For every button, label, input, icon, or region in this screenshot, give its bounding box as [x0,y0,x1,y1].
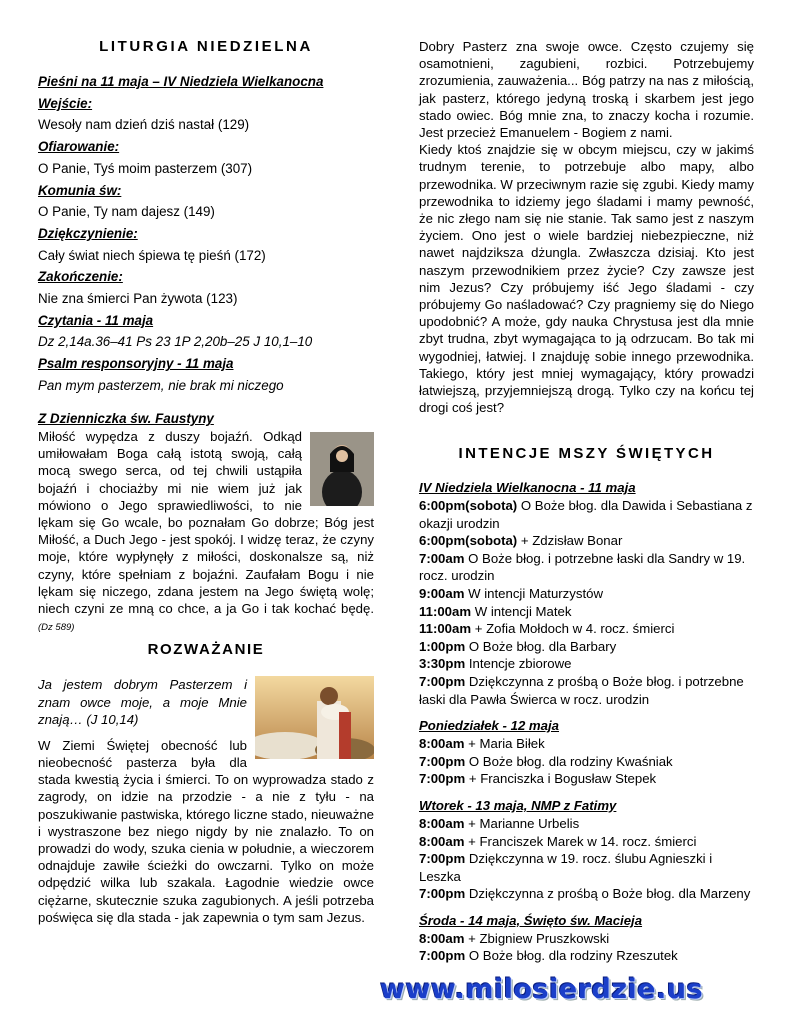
mass-item: 6:00pm(sobota) + Zdzisław Bonar [419,533,623,549]
readings-text: Dz 2,14a.36–41 Ps 23 1P 2,20b–25 J 10,1–10 [38,334,313,350]
rozwazanie-paragraph-3: Kiedy ktoś znajdzie się w obcym miejscu, czy w jakimś trudnym terenie, to potrzebuje albo mapy, albo przewodnika. W przeciwnym razie się zgubi. Kiedy mamy przewodnika to idziemy jego śladami i mamy pewność, że nic złego nam się nie stanie. Tak samo jest z naszym życiem. Ono jest o wiele bardziej niebezpieczne, niż nawet najdziksza dżungla. Zwłaszcza dzisiaj. Kto jest naszym przewodnikiem przez życie? Czy zawsze jest nim Jezus? Czy próbujemy iść Jego śladami - czy próbujemy Go naśladować? Czy pragniemy się do Niego upodobnić? A może, gdy nauka Chrystusa jest dla mnie zbyt trudna, zbyt wymagająca to ją odrzucam. Bo tak mi wygodniej, łatwiej. I znajduję sobie innego przewodnika. Takiego, który jest mniej wymagający, który prowadzi łatwiejszą, przyjemniejszą drogą. Tylko czy na końcu tej drogi coś jest? [419,142,754,416]
mass-item: 7:00pm + Franciszka i Bogusław Stepek [419,771,657,787]
rozwazanie-title: ROZWAŻANIE [147,641,265,658]
day-label: Wtorek - 13 maja, NMP z Fatimy [419,797,617,813]
rozwazanie-paragraph-2: Dobry Pasterz zna swoje owce. Często czujemy się osamotnieni, zagubieni, rozbici. Potrzebujemy zrozumienia, zauważenia... Bóg patrzy na nas z miłością, jak pasterz, którego jedyną troską i skarbem jest jego stado owiec. Bóg mnie zna, to znaczy kocha i rozumie. Jest przecież Emanuelem - Bogiem z nami. [419,39,754,141]
rozwazanie-block [38,676,374,926]
intencje-title: INTENCJE MSZY ŚWIĘTYCH [458,445,715,462]
mass-item: 7:00pm O Boże błog. dla rodziny Kwaśniak [419,753,673,769]
section-label: Ofiarowanie: [38,139,120,155]
mass-item: 9:00am W intencji Maturzystów [419,585,603,601]
psalm-text: Pan mym pasterzem, nie brak mi niczego [38,377,284,393]
mass-item: 8:00am + Marianne Urbelis [419,815,580,831]
intencje-list [419,478,754,965]
section-label: Zakończenie: [38,269,123,285]
rozwazanie-paragraph-1: W Ziemi Świętej obecność lub nieobecność pasterza była dla stada kwestią życia i śmierci. To on wyprowadza stado z zagrody, on idzie na przodzie - a nie z tyłu - na poszukiwanie pastwiska, którego liczne stado, nieuważne i wystraszone bez niego nigdy by nie znalazło. To on prowadzi do wody, szuka cienia w południe, a wieczorem odnajduje zawiłe ścieżki do owczarni. Tylko on może odpędzić wilka lub szakala. Łagodnie wiedzie owce ciężarne, skutecznie szuka zagubionych. A jeśli potrzeba poświęca się dla stada - jak zapewnia o tym sam Jezus. [38,737,374,925]
section-label: Dziękczynienie: [38,225,138,241]
section-text: Nie zna śmierci Pan żywota (123) [38,291,238,307]
section-text: O Panie, Tyś moim pasterzem (307) [38,160,253,176]
day-label: Poniedziałek - 12 maja [419,718,559,734]
mass-item: 7:00pm Dziękczynna z prośbą o Boże błog. dla Marzeny [419,886,751,902]
mass-item: 7:00pm O Boże błog. dla rodziny Rzeszutek [419,948,678,964]
section-text: Cały świat niech śpiewa tę pieśń (172) [38,247,266,263]
faustyna-ref: (Dz 589) [38,622,75,634]
section-label: Wejście: [38,95,93,111]
songs-header: Pieśni na 11 maja – IV Niedziela Wielkanocna [38,74,324,89]
faustyna-title: Z Dzienniczka św. Faustyny [38,411,214,426]
section-text: Wesoły nam dzień dziś nastał (129) [38,117,250,133]
faustyna-portrait [310,432,374,506]
rozwazanie-quote: Ja jestem dobrym Pasterzem i znam owce moje, a moje Mnie znają… (J 10,14) [38,677,247,728]
faustyna-figure-icon [310,432,374,506]
mass-item: 6:00pm(sobota) O Boże błog. dla Dawida i Sebastiana z okazji urodzin [419,498,753,531]
readings-label: Czytania - 11 maja [38,312,154,328]
shepherd-icon [255,676,374,759]
mass-item: 1:00pm O Boże błog. dla Barbary [419,638,617,654]
mass-item: 3:30pm Intencje zbiorowe [419,656,572,672]
mass-item: 8:00am + Zbigniew Pruszkowski [419,930,610,946]
liturgia-title: LITURGIA NIEDZIELNA [99,38,313,55]
mass-item: 11:00am W intencji Matek [419,603,572,619]
faustyna-block [38,410,374,636]
day-label: Środa - 14 maja, Święto św. Macieja [419,912,643,928]
mass-item: 7:00pm Dziękczynna z prośbą o Boże błog. i potrzebne łaski dla Pawła Świerca w rocz. urodzin [419,673,744,707]
rozwazanie-continued [419,38,754,416]
section-label: Komunia św: [38,182,122,198]
day-label: IV Niedziela Wielkanocna - 11 maja [419,480,636,495]
mass-item: 11:00am + Zofia Mołdoch w 4. rocz. śmierci [419,621,675,637]
mass-item: 7:00pm Dziękczynna w 19. rocz. ślubu Agnieszki i Leszka [419,851,713,884]
liturgia-block [38,71,374,397]
website-link[interactable]: www.milosierdzie.us [380,974,704,1005]
psalm-label: Psalm responsoryjny - 11 maja [38,356,234,372]
section-text: O Panie, Ty nam dajesz (149) [38,204,215,220]
mass-item: 8:00am + Franciszek Marek w 14. rocz. śmierci [419,833,697,849]
good-shepherd-image [255,676,374,759]
mass-item: 8:00am + Maria Biłek [419,736,545,752]
mass-item: 7:00am O Boże błog. i potrzebne łaski dla Sandry w 19. rocz. urodzin [419,550,746,584]
faustyna-text: Miłość wypędza z duszy bojaźń. Odkąd umiłowałam Boga całą istotą swoją, całą mocą swego serca, od tej chwili ustąpiła bojaźń i chociażby mi nie wiem już jak mówiono o Jego sprawiedliwości, to nie lękam się Go wcale, bo poznałam Go dobrze; Bóg jest Miłość, a Duch Jego - jest spokój. I widzę teraz, że czyny moje, które wypłynęły z miłości, doskonalsze są, niż czyny, które spełniam z bojaźni. Zaufałam Bogu i nie lękam się niczego, zdana jestem na Jego świętą wolę; niech czyni ze mną co chce, a ja Go i tak kochać będę. (Dz 589) [38,429,374,634]
